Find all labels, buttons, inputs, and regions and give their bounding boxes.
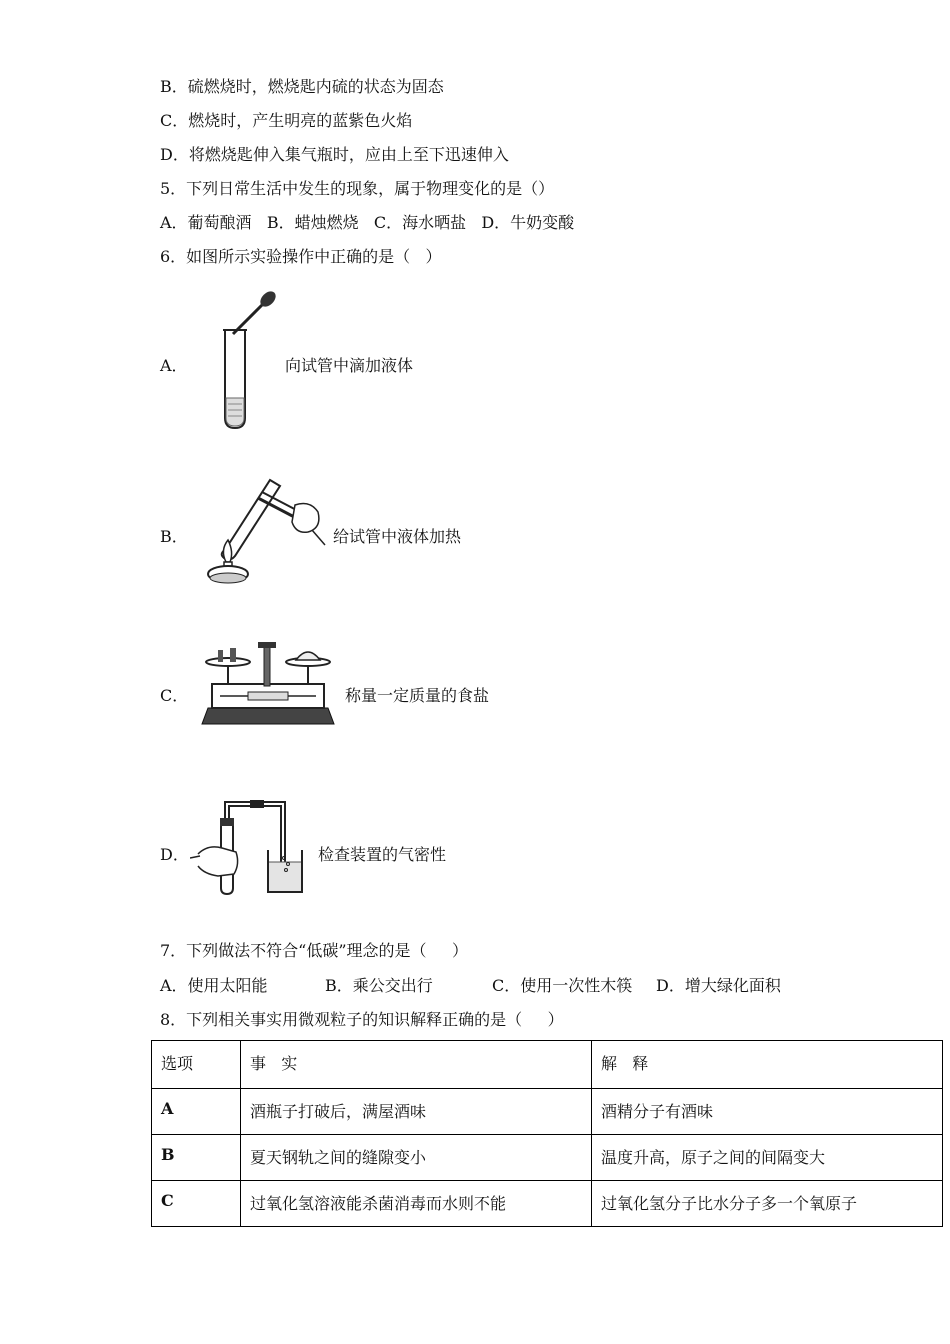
row-a-option: A (152, 1089, 241, 1135)
q6-option-c-caption: 称量一定质量的食盐 (345, 686, 490, 705)
q4-option-d: D．将燃烧匙伸入集气瓶时，应由上至下迅速伸入 (160, 145, 509, 164)
row-b-explanation: 温度升高，原子之间的间隔变大 (592, 1135, 943, 1181)
q7-option-b: B．乘公交出行 (325, 976, 433, 995)
q6-option-c-letter: C． (160, 686, 189, 705)
row-c-explanation: 过氧化氢分子比水分子多一个氧原子 (592, 1181, 943, 1227)
header-option: 选项 (152, 1041, 241, 1089)
balance-scale-figure (198, 638, 338, 730)
q6-option-b-caption: 给试管中液体加热 (333, 527, 462, 546)
q7-option-d: D．增大绿化面积 (656, 976, 781, 995)
q4-option-b: B．硫燃烧时，燃烧匙内硫的状态为固态 (160, 77, 444, 96)
q6-stem: 6．如图所示实验操作中正确的是（ ） (160, 247, 442, 266)
header-explanation: 解 释 (592, 1041, 943, 1089)
q6-option-a-caption: 向试管中滴加液体 (285, 356, 414, 375)
q6-option-a-letter: A． (160, 356, 188, 375)
q6-option-d-caption: 检查装置的气密性 (318, 845, 447, 864)
header-fact: 事 实 (241, 1041, 592, 1089)
facts-table (151, 1040, 943, 1227)
q5-stem: 5．下列日常生活中发生的现象，属于物理变化的是（） (160, 179, 555, 198)
dropper-test-tube-figure (205, 290, 285, 435)
q8-stem: 8．下列相关事实用微观粒子的知识解释正确的是（ ） (160, 1010, 564, 1029)
q7-stem: 7．下列做法不符合“低碳”理念的是（ ） (160, 941, 468, 960)
heating-test-tube-figure (200, 470, 330, 585)
q6-option-b-letter: B． (160, 527, 188, 546)
q6-option-d-letter: D． (160, 845, 189, 864)
table-row (152, 1135, 943, 1181)
q4-option-c: C．燃烧时，产生明亮的蓝紫色火焰 (160, 111, 413, 130)
table-row (152, 1089, 943, 1135)
row-b-option: B (152, 1135, 241, 1181)
table-header-row (152, 1041, 943, 1089)
row-a-fact: 酒瓶子打破后，满屋酒味 (241, 1089, 592, 1135)
row-b-fact: 夏天钢轨之间的缝隙变小 (241, 1135, 592, 1181)
row-c-option: C (152, 1181, 241, 1227)
table-row (152, 1181, 943, 1227)
airtightness-check-figure (190, 792, 315, 897)
row-c-fact: 过氧化氢溶液能杀菌消毒而水则不能 (241, 1181, 592, 1227)
q7-option-a: A．使用太阳能 (160, 976, 268, 995)
q7-option-c: C．使用一次性木筷 (492, 976, 633, 995)
q5-options: A．葡萄酿酒 B．蜡烛燃烧 C．海水晒盐 D．牛奶变酸 (160, 213, 575, 232)
row-a-explanation: 酒精分子有酒味 (592, 1089, 943, 1135)
